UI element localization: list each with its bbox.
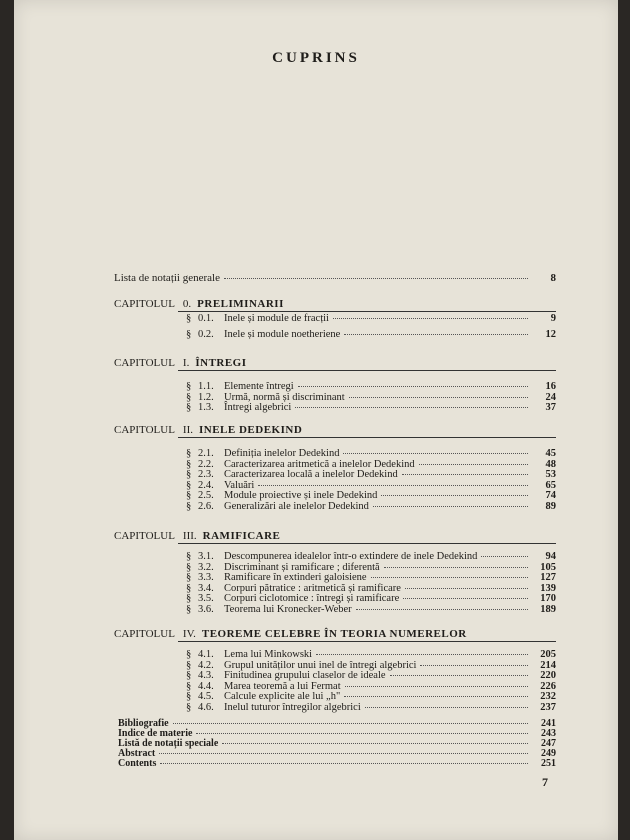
- toc-section-entry: [186, 381, 556, 392]
- section-label: Discriminant și ramificare ; diferentă: [224, 561, 380, 573]
- page-title: CUPRINS: [272, 50, 360, 66]
- section-label: Întregi algebrici: [224, 402, 292, 413]
- toc-section-entry: [186, 501, 556, 512]
- section-label: Inele și module de fracții: [224, 313, 329, 324]
- toc-section-entry: [186, 660, 556, 671]
- section-page: 189: [540, 603, 556, 615]
- section-symbol: §: [186, 469, 192, 480]
- section-number: 2.6.: [198, 500, 214, 512]
- section-label: Grupul unităților unui inel de întregi algebrici: [224, 659, 417, 671]
- back-entry-label: Indice de materie: [118, 728, 193, 739]
- toc-section-entry: [186, 551, 556, 562]
- section-symbol: §: [186, 680, 192, 692]
- section-symbol: §: [186, 328, 192, 340]
- dot-leader: [224, 278, 528, 279]
- section-number: 2.4.: [198, 479, 214, 491]
- section-page: 237: [540, 701, 556, 713]
- back-entry-page: 243: [541, 728, 556, 739]
- dot-leader: [403, 598, 528, 599]
- back-entry-label: Bibliografie: [118, 718, 169, 729]
- section-label: Descompunerea idealelor într-o extindere de inele Dedekind: [224, 551, 478, 562]
- section-symbol: §: [186, 551, 192, 562]
- section-number: 3.6.: [198, 603, 214, 615]
- toc-section-entry: [186, 329, 556, 340]
- section-number: 3.5.: [198, 593, 214, 604]
- dot-leader: [344, 334, 528, 335]
- chapter-number: II.: [182, 424, 193, 436]
- chapter-heading: [114, 424, 302, 436]
- section-page: 9: [550, 313, 556, 324]
- section-label: Teorema lui Kronecker-Weber: [224, 603, 352, 615]
- section-symbol: §: [186, 479, 192, 491]
- section-page: 220: [540, 670, 556, 681]
- toc-section-entry: [186, 469, 556, 480]
- section-number: 4.4.: [198, 680, 214, 692]
- section-number: 2.2.: [198, 458, 214, 470]
- chapter-heading: [114, 357, 247, 369]
- toc-section-entry: [186, 649, 556, 660]
- dot-leader: [343, 453, 528, 454]
- section-label: Inelul tuturor întregilor algebrici: [224, 701, 361, 713]
- toc-section-entry: [186, 392, 556, 403]
- section-page: 205: [540, 649, 556, 660]
- dot-leader: [384, 567, 528, 568]
- chapter-rule: [178, 311, 556, 312]
- toc-section-entry: [186, 313, 556, 324]
- back-entry-label: Abstract: [118, 748, 156, 759]
- chapter-name: RAMIFICARE: [202, 530, 281, 542]
- chapter-rule: [178, 543, 556, 544]
- section-page: 37: [545, 402, 556, 413]
- section-label: Generalizări ale inelelor Dedekind: [224, 500, 369, 512]
- section-page: 89: [545, 500, 556, 512]
- chapter-name: PRELIMINARII: [197, 298, 284, 310]
- chapter-number: III.: [182, 530, 197, 542]
- toc-section-entry: [186, 562, 556, 573]
- dot-leader: [349, 397, 528, 398]
- section-number: 1.1.: [198, 381, 214, 392]
- section-page: 24: [545, 391, 556, 403]
- chapter-rule: [178, 370, 556, 371]
- chapter-number: I.: [182, 357, 190, 369]
- section-page: 105: [540, 561, 556, 573]
- section-number: 3.4.: [198, 582, 214, 594]
- section-number: 1.3.: [198, 402, 214, 413]
- section-label: Ramificare în extinderi galoisiene: [224, 572, 367, 583]
- toc-entry-page: 8: [550, 272, 556, 284]
- toc-section-entry: [186, 572, 556, 583]
- section-page: 65: [545, 479, 556, 491]
- section-symbol: §: [186, 313, 192, 324]
- dot-leader: [222, 743, 528, 744]
- chapter-rule: [178, 641, 556, 642]
- toc-section-entry: [186, 593, 556, 604]
- section-label: Corpuri pătratice : aritmetică și ramificare: [224, 582, 401, 594]
- chapter-heading: [114, 530, 280, 542]
- dot-leader: [333, 318, 528, 319]
- dot-leader: [373, 506, 528, 507]
- chapter-heading: [114, 628, 467, 640]
- dot-leader: [390, 675, 528, 676]
- dot-leader: [402, 474, 528, 475]
- section-label: Finitudinea grupului claselor de ideale: [224, 670, 386, 681]
- section-number: 3.2.: [198, 561, 214, 573]
- section-symbol: §: [186, 561, 192, 573]
- section-page: 170: [540, 593, 556, 604]
- dot-leader: [160, 763, 528, 764]
- section-page: 45: [545, 448, 556, 459]
- dot-leader: [419, 464, 528, 465]
- dot-leader: [258, 485, 528, 486]
- toc-section-entry: [186, 670, 556, 681]
- toc-entry-label: Lista de notații generale: [114, 272, 220, 284]
- toc-entry-front: [114, 272, 556, 284]
- section-number: 2.5.: [198, 490, 214, 501]
- section-number: 3.1.: [198, 551, 214, 562]
- section-symbol: §: [186, 701, 192, 713]
- dot-leader: [316, 654, 528, 655]
- section-page: 127: [540, 572, 556, 583]
- section-page: 94: [545, 551, 556, 562]
- book-page: [14, 0, 618, 840]
- section-number: 4.6.: [198, 701, 214, 713]
- chapter-prefix: CAPITOLUL: [114, 357, 175, 369]
- toc-back-entry: [118, 758, 556, 769]
- section-number: 4.3.: [198, 670, 214, 681]
- section-symbol: §: [186, 458, 192, 470]
- chapter-number: IV.: [182, 628, 196, 640]
- section-number: 0.2.: [198, 328, 214, 340]
- section-label: Urmă, normă și discriminant: [224, 391, 345, 403]
- back-entry-page: 251: [541, 758, 556, 769]
- section-page: 139: [540, 582, 556, 594]
- chapter-name: INELE DEDEKIND: [199, 424, 303, 436]
- section-number: 0.1.: [198, 313, 214, 324]
- back-entry-page: 249: [541, 748, 556, 759]
- chapter-prefix: CAPITOLUL: [114, 424, 175, 436]
- section-symbol: §: [186, 402, 192, 413]
- dot-leader: [371, 577, 528, 578]
- section-number: 3.3.: [198, 572, 214, 583]
- section-symbol: §: [186, 490, 192, 501]
- chapter-prefix: CAPITOLUL: [114, 530, 175, 542]
- section-label: Module proiective și inele Dedekind: [224, 490, 378, 501]
- section-symbol: §: [186, 593, 192, 604]
- toc-section-entry: [186, 583, 556, 594]
- dot-leader: [196, 733, 528, 734]
- section-symbol: §: [186, 391, 192, 403]
- section-label: Calcule explicite ale lui „h": [224, 691, 341, 702]
- dot-leader: [344, 696, 528, 697]
- toc-section-entry: [186, 402, 556, 413]
- section-symbol: §: [186, 659, 192, 671]
- dot-leader: [381, 495, 528, 496]
- dot-leader: [298, 386, 528, 387]
- back-entry-page: 247: [541, 738, 556, 749]
- section-page: 12: [545, 328, 556, 340]
- section-symbol: §: [186, 603, 192, 615]
- toc-section-entry: [186, 681, 556, 692]
- section-symbol: §: [186, 448, 192, 459]
- section-page: 214: [540, 659, 556, 671]
- section-number: 4.2.: [198, 659, 214, 671]
- section-symbol: §: [186, 649, 192, 660]
- section-page: 232: [540, 691, 556, 702]
- section-label: Caracterizarea aritmetică a inelelor Dedekind: [224, 458, 415, 470]
- toc-section-entry: [186, 459, 556, 470]
- dot-leader: [295, 407, 528, 408]
- back-entry-page: 241: [541, 718, 556, 729]
- chapter-name: ÎNTREGI: [195, 357, 247, 369]
- dot-leader: [345, 686, 528, 687]
- section-symbol: §: [186, 572, 192, 583]
- section-symbol: §: [186, 582, 192, 594]
- chapter-heading: [114, 298, 284, 310]
- section-label: Valuări: [224, 479, 255, 491]
- dot-leader: [159, 753, 528, 754]
- page-number: 7: [542, 775, 548, 789]
- section-page: 226: [540, 680, 556, 692]
- section-number: 4.5.: [198, 691, 214, 702]
- toc-section-entry: [186, 604, 556, 615]
- section-symbol: §: [186, 691, 192, 702]
- section-label: Lema lui Minkowski: [224, 649, 313, 660]
- section-symbol: §: [186, 670, 192, 681]
- dot-leader: [405, 588, 528, 589]
- section-label: Caracterizarea locală a inelelor Dedekind: [224, 469, 398, 480]
- section-number: 1.2.: [198, 391, 214, 403]
- section-page: 74: [545, 490, 556, 501]
- section-symbol: §: [186, 381, 192, 392]
- chapter-name: TEOREME CELEBRE ÎN TEORIA NUMERELOR: [201, 628, 467, 640]
- chapter-prefix: CAPITOLUL: [114, 628, 175, 640]
- section-page: 53: [545, 469, 556, 480]
- dot-leader: [481, 556, 528, 557]
- chapter-prefix: CAPITOLUL: [114, 298, 175, 310]
- toc-section-entry: [186, 448, 556, 459]
- back-entry-label: Listă de notații speciale: [118, 738, 219, 749]
- dot-leader: [365, 707, 528, 708]
- chapter-number: 0.: [182, 298, 192, 310]
- back-entry-label: Contents: [118, 758, 157, 769]
- toc-section-entry: [186, 702, 556, 713]
- section-symbol: §: [186, 500, 192, 512]
- section-label: Definiția inelelor Dedekind: [224, 448, 340, 459]
- section-number: 4.1.: [198, 649, 214, 660]
- toc-section-entry: [186, 691, 556, 702]
- section-number: 2.3.: [198, 469, 214, 480]
- section-number: 2.1.: [198, 448, 214, 459]
- section-page: 48: [545, 458, 556, 470]
- toc-section-entry: [186, 480, 556, 491]
- chapter-rule: [178, 437, 556, 438]
- section-label: Inele și module noetheriene: [224, 328, 341, 340]
- section-label: Elemente întregi: [224, 381, 294, 392]
- section-page: 16: [545, 381, 556, 392]
- section-label: Corpuri ciclotomice : întregi și ramificare: [224, 593, 400, 604]
- dot-leader: [420, 665, 528, 666]
- dot-leader: [173, 723, 528, 724]
- section-label: Marea teoremă a lui Fermat: [224, 680, 341, 692]
- toc-section-entry: [186, 490, 556, 501]
- dot-leader: [356, 609, 528, 610]
